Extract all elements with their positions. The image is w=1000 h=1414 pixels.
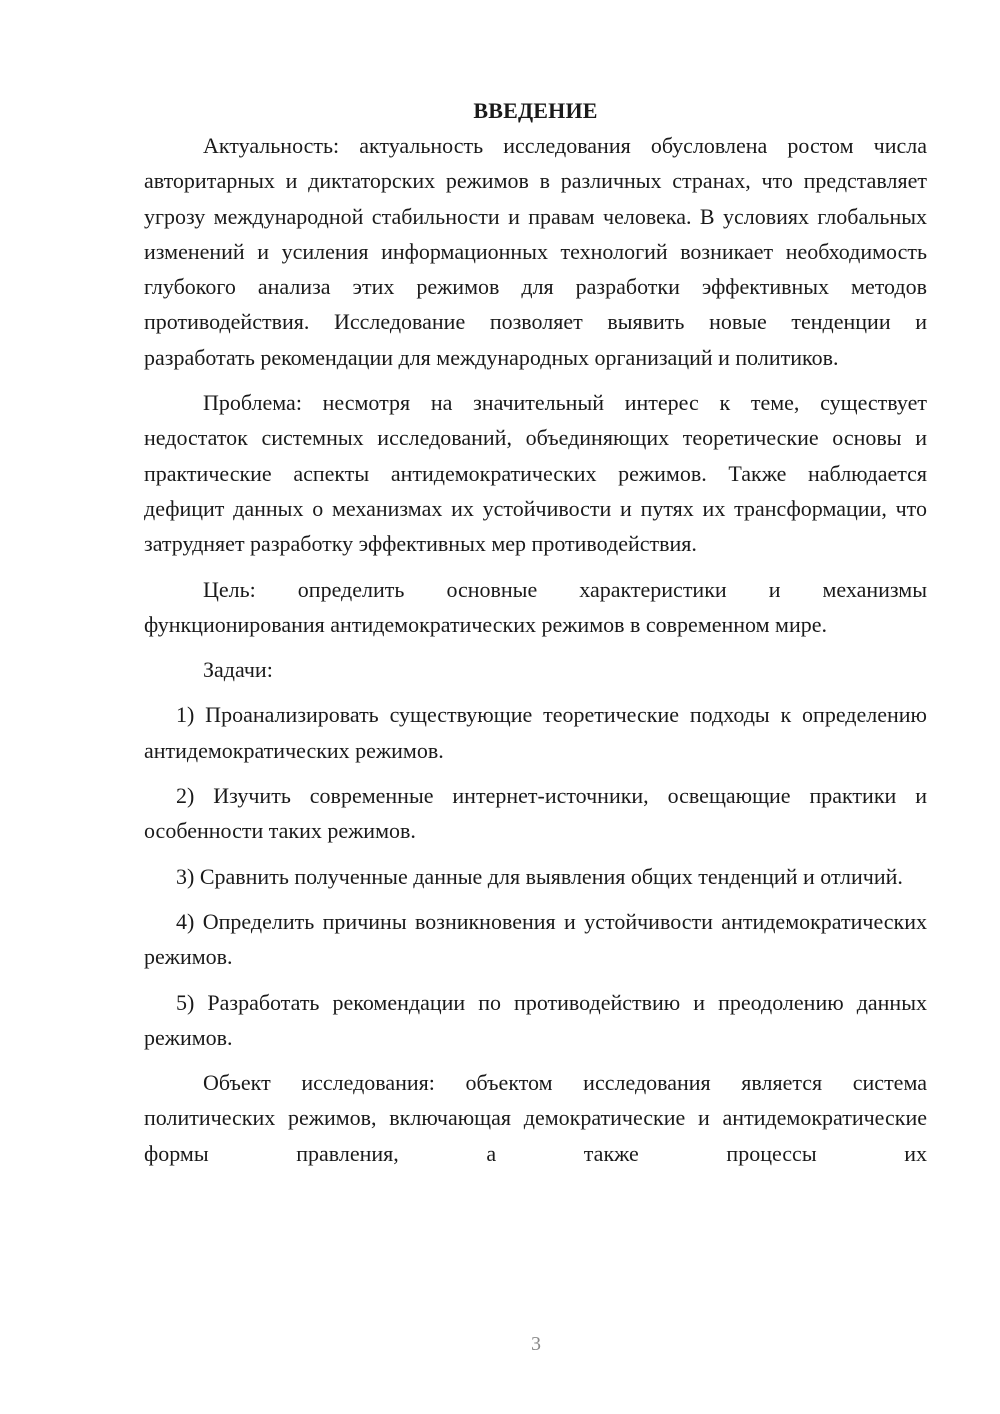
task-item-2: 2) Изучить современные интернет-источники, освещающие практики и особенности таких режимов. xyxy=(144,783,927,844)
task-item-5: 5) Разработать рекомендации по противодействию и преодолению данных режимов. xyxy=(144,989,927,1050)
task-item-4: 4) Определить причины возникновения и устойчивости антидемократических режимов. xyxy=(144,908,927,970)
goal-paragraph: Цель: определить основные характеристики и механизмы функционирования антидемократических режимов в современном мире. xyxy=(144,576,927,637)
task-item-1: 1) Проанализировать существующие теоретические подходы к определению антидемократических режимов. xyxy=(144,702,927,763)
task-item-3: 3) Сравнить полученные данные для выявления общих тенденций и отличий. xyxy=(176,863,903,889)
relevance-paragraph: Актуальность: актуальность исследования обусловлена ростом числа авторитарных и диктаторских режимов в различных странах, что представляет угрозу международной стабильности и правам человека. В условиях глобальных изменений и усиления информационных технологий возникает необходимость глубокого анализа этих режимов для разработки эффективных методов противодействия. Исследование позволяет выявить новые тенденции и разработать рекомендации для международных организаций и политиков. xyxy=(144,133,927,370)
problem-paragraph: Проблема: несмотря на значительный интерес к теме, существует недостаток системных исследований, объединяющих теоретические основы и практические аспекты антидемократических режимов. Также наблюдается дефицит данных о механизмах их устойчивости и путях их трансформации, что затрудняет разработку эффективных мер противодействия. xyxy=(144,390,927,557)
tasks-label: Задачи: xyxy=(203,657,273,683)
section-heading: ВВЕДЕНИЕ xyxy=(473,98,598,123)
document-page xyxy=(144,96,927,1171)
page-number: 3 xyxy=(531,1333,541,1355)
object-paragraph: Объект исследования: объектом исследования является система политических режимов, включающая демократические и антидемократические формы правления, а также процессы их xyxy=(144,1070,927,1166)
